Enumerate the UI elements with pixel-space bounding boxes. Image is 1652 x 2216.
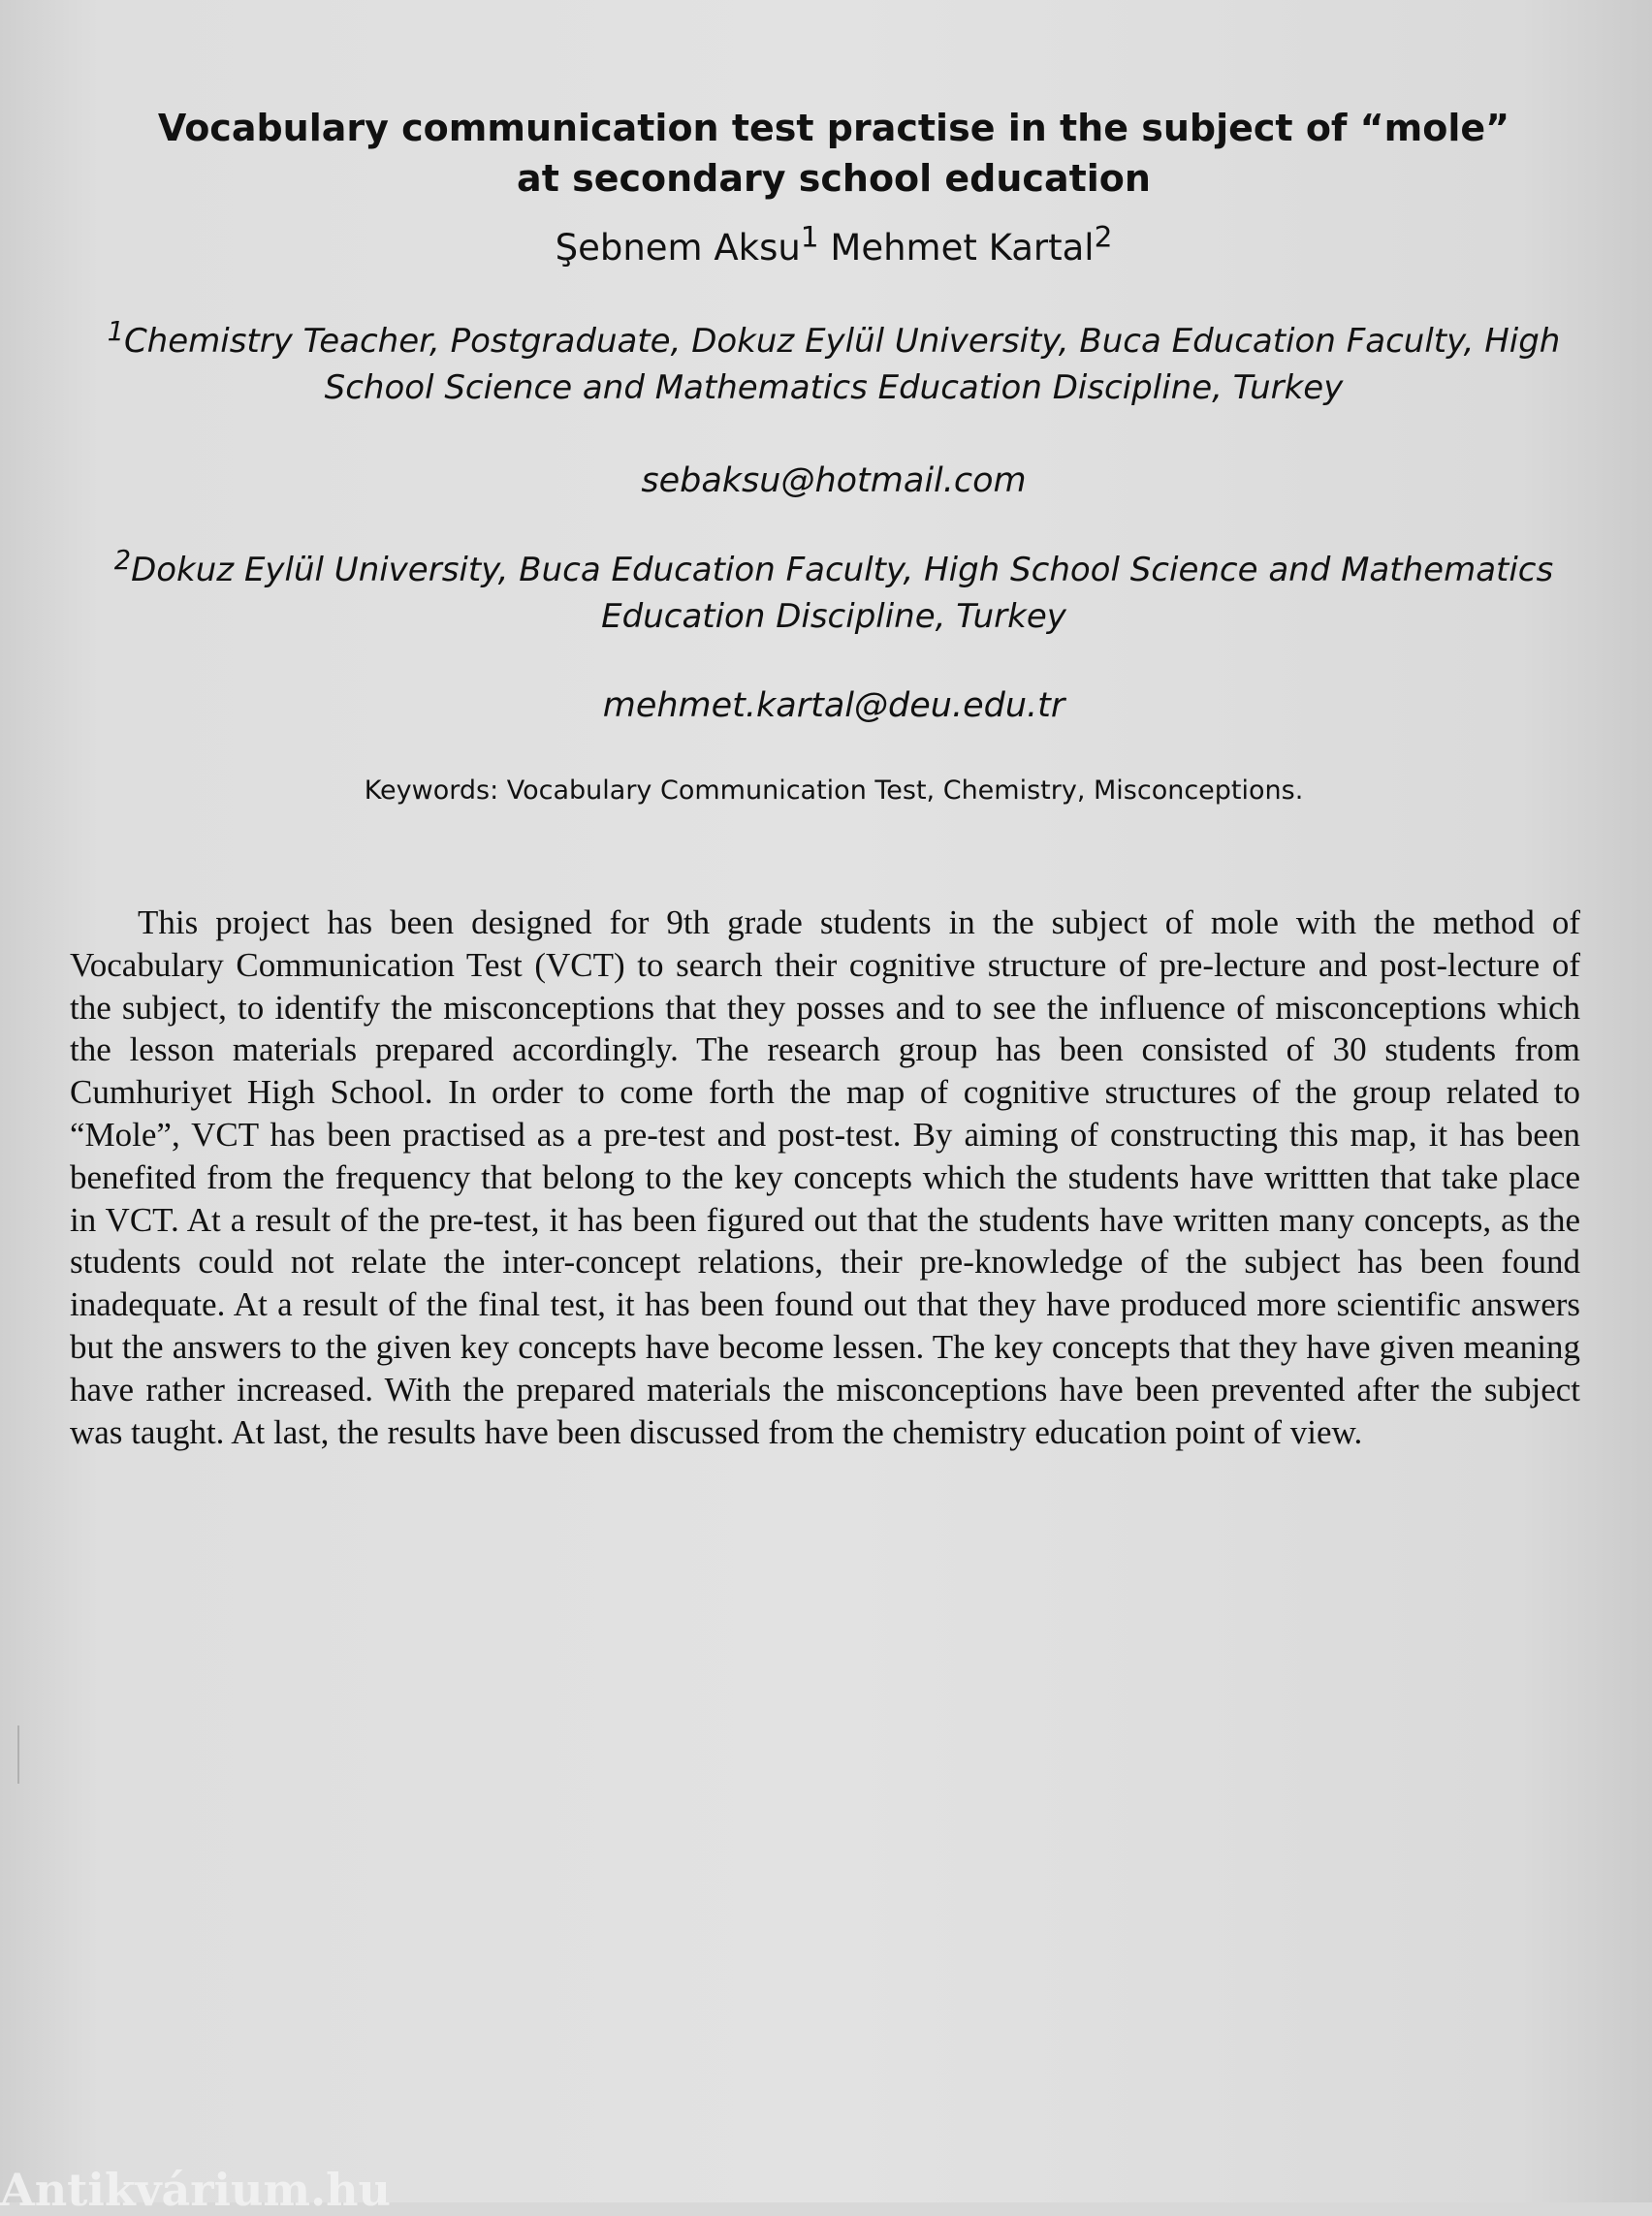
keywords: Keywords: Vocabulary Communication Test, Chemistry, Misconceptions. — [364, 776, 1304, 806]
author-superscript: 2 — [1094, 220, 1113, 254]
author-email-2: mehmet.kartal@deu.edu.tr — [602, 686, 1065, 725]
author-email-1: sebaksu@hotmail.com — [641, 461, 1027, 500]
author-name: Şebnem Aksu — [555, 227, 801, 269]
author-line — [97, 220, 1571, 271]
author-superscript: 1 — [800, 220, 819, 254]
author-name: Mehmet Kartal — [830, 227, 1095, 269]
affiliation-text: Chemistry Teacher, Postgraduate, Dokuz Eylül University, Buca Education Faculty, High School Science and Mathematics Education Discipline, Turkey — [123, 322, 1561, 407]
paper-title: Vocabulary communication test practise in the subject of “mole” at secondary school education — [157, 107, 1510, 200]
margin-mark — [17, 1725, 19, 1784]
affiliation-2 — [97, 547, 1571, 640]
abstract-paragraph: This project has been designed for 9th grade students in the subject of mole with the method of Vocabulary Communication Test (VCT) to search their cognitive structure of pre-lecture and post-lecture of the subject, to identify the misconceptions that they posses and to see the influence of misconceptions which the lesson materials prepared accordingly. The research group has been consisted of 30 students from Cumhuriyet High School. In order to come forth the map of cognitive structures of the group related to “Mole”, VCT has been practised as a pre-test and post-test. By aiming of constructing this map, it has been benefited from the frequency that belong to the key concepts which the students have writtten that take place in VCT. At a result of the pre-test, it has been figured out that the students have written many concepts, as the students could not relate the inter-concept relations, their pre-knowledge of the subject has been found inadequate. At a result of the final test, it has been found out that they have produced more scientific answers but the answers to the given key concepts have become lessen. The key concepts that they have given meaning have rather increased. With the prepared materials the misconceptions have been prevented after the subject was taught. At last, the results have been discussed from the chemistry education point of view. — [70, 903, 1580, 1451]
watermark: Antikvárium.hu — [0, 2164, 391, 2216]
affiliation-1 — [97, 318, 1571, 411]
affiliation-superscript: 1 — [107, 316, 124, 347]
affiliation-superscript: 2 — [113, 545, 132, 576]
affiliation-text: Dokuz Eylül University, Buca Education Faculty, High School Science and Mathematics Education Discipline, Turkey — [131, 551, 1554, 636]
